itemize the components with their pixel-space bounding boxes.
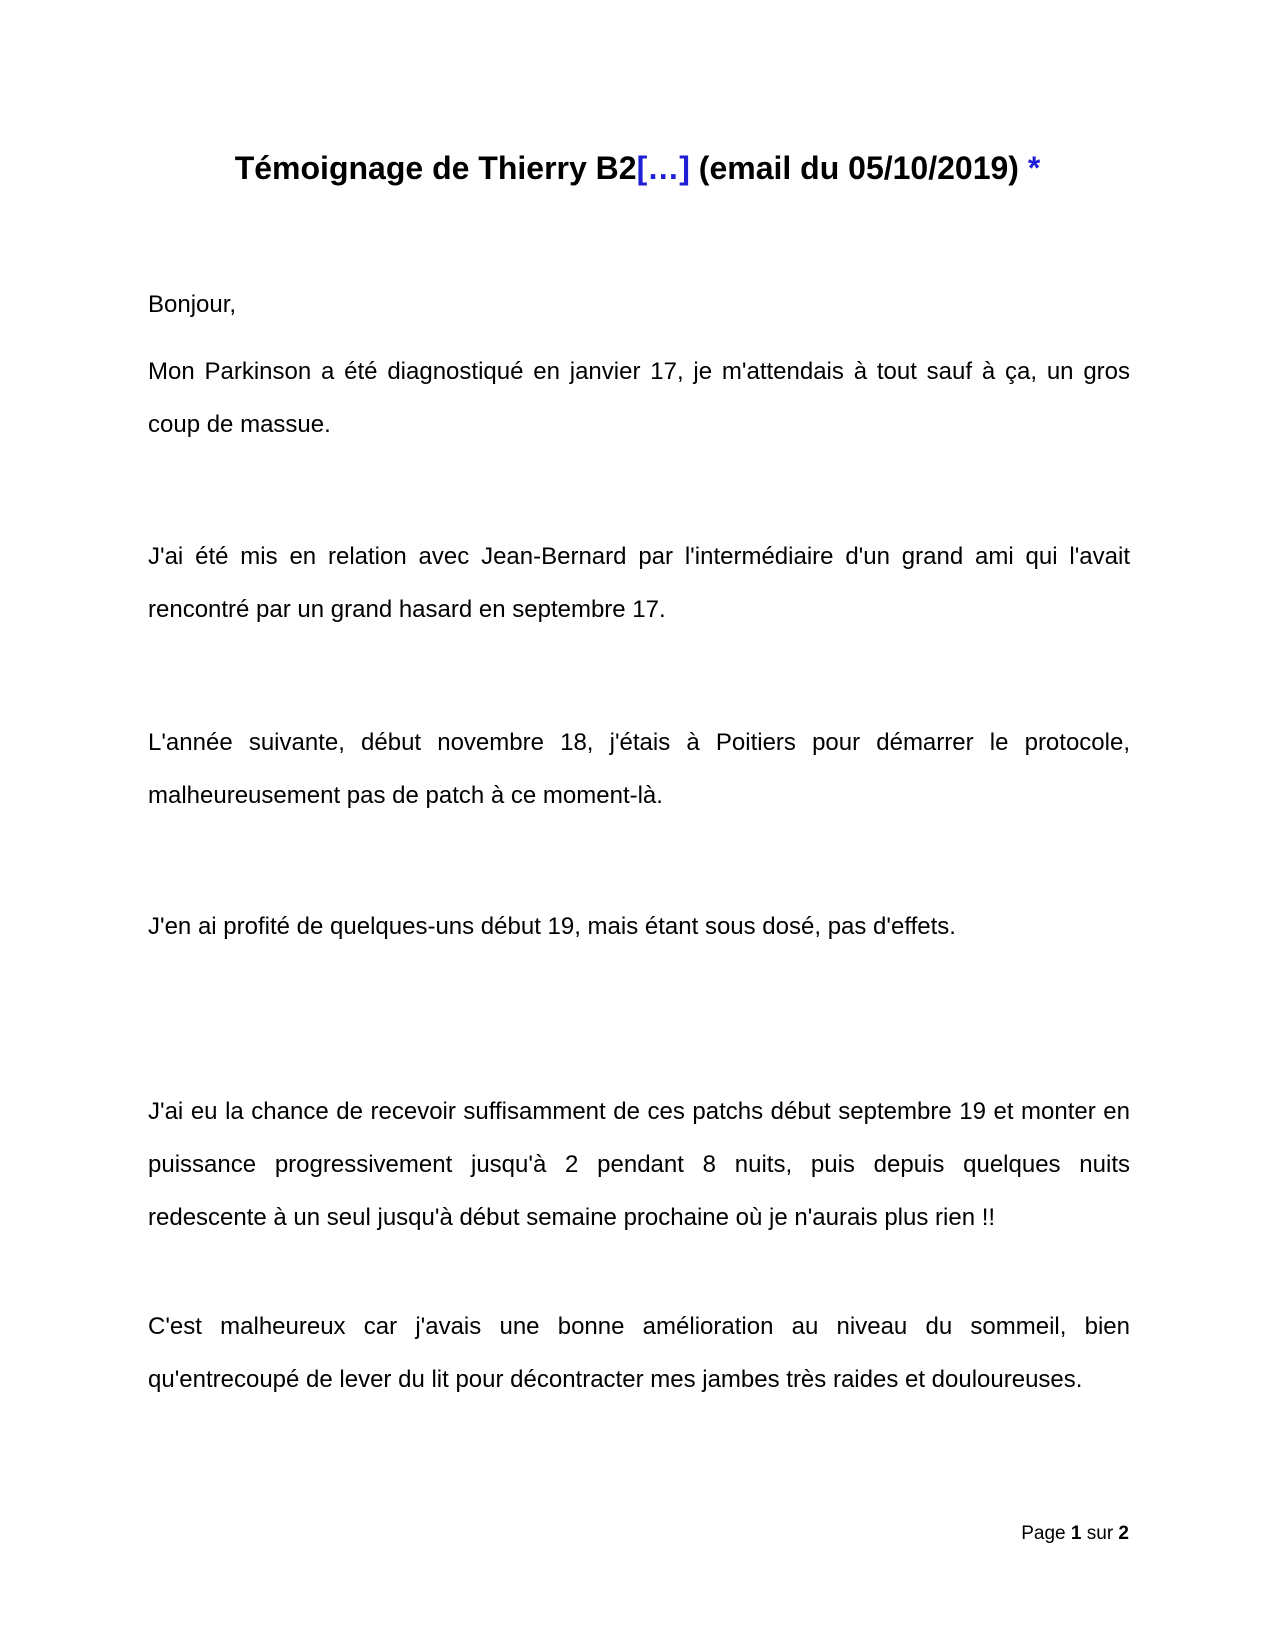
title-suffix: (email du 05/10/2019) [689,150,1028,186]
footer-total-pages: 2 [1118,1523,1129,1544]
paragraph-diagnosis: Mon Parkinson a été diagnostiqué en janvier 17, je m'attendais à tout sauf à ça, un gros coup de massue. [148,358,1130,438]
document-title [0,148,1275,188]
title-asterisk: * [1027,150,1041,186]
footer-page-label: Page [1021,1523,1071,1544]
paragraph-introduction: J'ai été mis en relation avec Jean-Bernard par l'intermédiaire d'un grand ami qui l'avait rencontré par un grand hasard en septembre 17. [148,543,1130,623]
paragraph-september-patches: J'ai eu la chance de recevoir suffisamment de ces patchs début septembre 19 et monter en puissance progressivement jusqu'à 2 pendant 8 nuits, puis depuis quelques nuits redescente à un seul jusqu'à début semaine prochaine où je n'aurais plus rien !! [148,1098,1130,1231]
paragraph-sleep-improvement: C'est malheureux car j'avais une bonne amélioration au niveau du sommeil, bien qu'entrecoupé de lever du lit pour décontracter mes jambes très raides et douloureuses. [148,1313,1130,1393]
title-ellipsis: […] [636,150,690,186]
paragraph-poitiers: L'année suivante, début novembre 18, j'étais à Poitiers pour démarrer le protocole, malheureusement pas de patch à ce moment-là. [148,729,1130,809]
paragraph-greeting: Bonjour, [148,291,237,318]
page-number-footer [1021,1522,1129,1546]
paragraph-early-patches: J'en ai profité de quelques-uns début 19, mais étant sous dosé, pas d'effets. [148,913,956,940]
footer-current-page: 1 [1070,1523,1082,1544]
footer-of-label: sur [1081,1523,1119,1544]
title-prefix: Témoignage de Thierry B2 [234,150,637,186]
